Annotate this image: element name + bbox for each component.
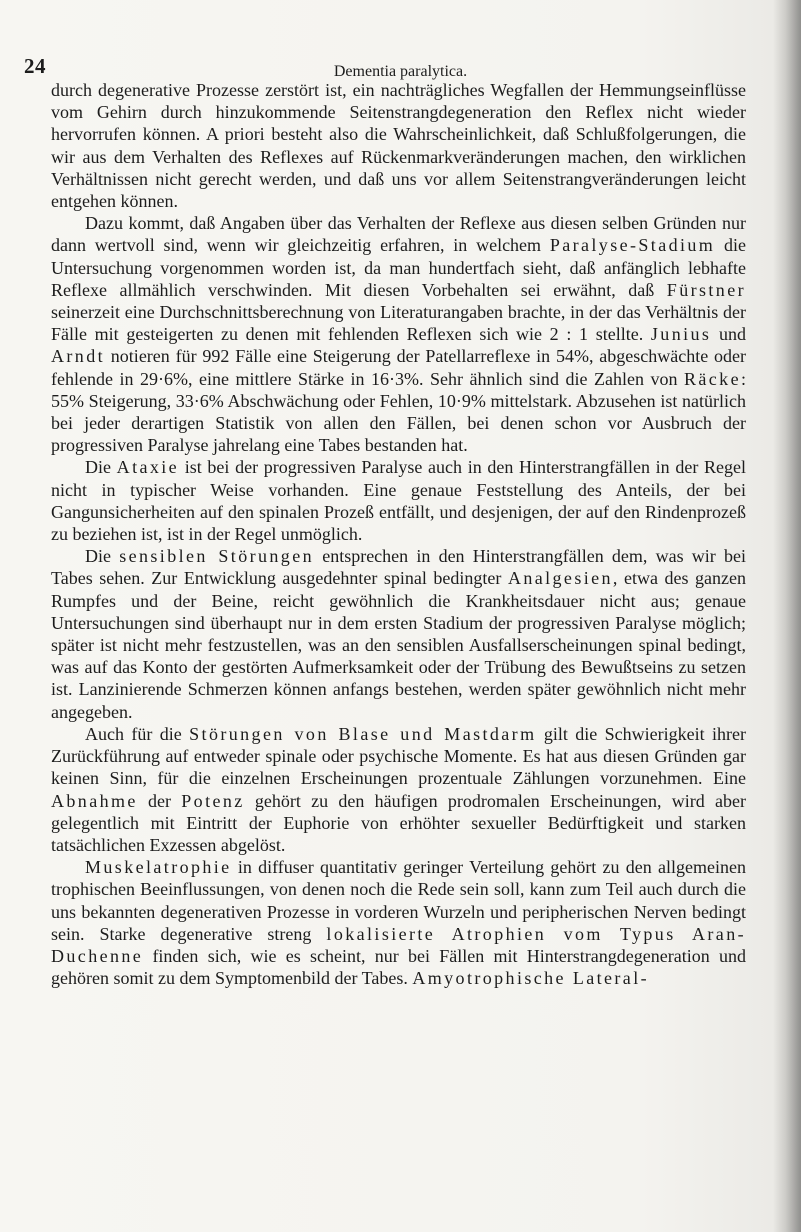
text-run: die Untersuchung vorgenommen worden ist, da man hundertfach sieht, daß anfänglich lebhafte Reflexe allmählich verschwinden. Mit diesen Vorbehalten sei erwähnt, daß [51,235,746,300]
paragraph [51,545,746,723]
text-run: durch degenerative Prozesse zerstört ist, ein nachträgliches Wegfallen der Hemmungseinflüsse vom Gehirn durch hinzukommende Seitenstrangdegeneration den Reflex nicht wieder hervorrufen können. A priori besteht also die Wahrscheinlichkeit, daß Schlußfolgerungen, die wir aus dem Verhalten des Reflexes auf Rückenmarkveränderungen machen, den wirklichen Verhältnissen nicht gerecht werden, und daß uns vor allem Seitenstrangveränderungen leicht entgehen können. [51,80,746,212]
spaced-emphasis: Analgesien [507,568,613,589]
running-head: Dementia paralytica. [333,63,468,80]
text-run: Dazu kommt, daß Angaben über das Verhalten der Reflexe aus diesen selben Gründen nur dann wertvoll sind, wenn wir gleichzeitig erfahren, in welchem [51,213,746,256]
spaced-emphasis: Ataxie [116,457,180,478]
text-run: entsprechen in den Hinterstrangfällen dem, was wir bei Tabes sehen. Zur Entwicklung ausgedehnter spinal bedingter [51,546,746,589]
spaced-emphasis: Paralyse-Stadium [549,235,716,256]
text-run: in diffuser quantitativ geringer Verteilung gehört zu den allgemeinen trophischen Beeinflussungen, von denen noch die Rede sein soll, kann zum Teil auch durch die uns bekannten degenerativen Prozesse in vorderen Wurzeln und peripherischen Nerven bedingt sein. Starke degenerative streng [51,857,746,944]
paragraph [51,856,746,989]
text-run: ist bei der progressiven Paralyse auch in den Hinterstrangfällen in der Regel nicht in typischer Weise vorhanden. Eine genaue Feststellung des Anteils, der bei Gangunsicherheiten auf den spinalen Prozeß entfällt, und desjenigen, der auf den Rindenprozeß zu beziehen ist, ist in der Regel unmöglich. [51,457,746,545]
text-run: seinerzeit eine Durchschnittsberechnung von Literaturangaben brachte, in der das Verhältnis der Fälle mit gesteigerten zu denen mit fehlenden Reflexen sich wie 2 : 1 stellte. [51,302,746,345]
spaced-emphasis: sensiblen Störungen [119,546,314,567]
paragraph [51,456,746,545]
text-run: Auch für die [85,723,190,744]
spaced-emphasis: Amyotrophische Lateral- [412,968,649,989]
text-run: finden sich, wie es scheint, nur bei Fällen mit Hinterstrangdegeneration und gehören somit zu dem Symptomenbild der Tabes. [51,945,746,989]
paragraph [51,723,746,856]
text-run: notieren für 992 Fälle eine Steigerung der Patellarreflexe in 54%, abgeschwächte oder fehlende in 29·6%, eine mittlere Stärke in 16·3%. Sehr ähnlich sind die Zahlen von [51,346,746,389]
text-run: gilt die Schwierigkeit ihrer Zurückführung auf entweder spinale oder psychische Momente. Es hat aus diesen Gründen gar keinen Sinn, für die einzelnen Erscheinungen prozentuale Zählungen vorzunehmen. Eine [51,723,746,789]
spaced-emphasis: Fürstner [666,279,746,300]
body-text [51,79,746,989]
paragraph [51,212,746,456]
spaced-emphasis: Räcke [684,368,741,389]
spaced-emphasis: Störungen von Blase und Mastdarm [189,723,537,744]
text-run: der [137,790,182,811]
text-run: Die [85,546,120,567]
text-run: und [711,324,747,345]
spaced-emphasis: Abnahme [51,790,138,811]
spaced-emphasis: Potenz [181,790,245,811]
text-run: gehört zu den häufigen prodromalen Erscheinungen, wird aber gelegentlich mit Eintritt der Euphorie von erhöhter sexueller Bedürftigkeit und starken tatsächlichen Exzessen abgelöst. [51,790,746,855]
spaced-emphasis: Junius [650,324,712,345]
spaced-emphasis: Muskelatrophie [85,857,232,878]
spaced-emphasis: lokalisierte Atrophien vom Typus Aran-Duchenne [51,923,746,966]
spaced-emphasis: Arndt [51,346,105,367]
text-run: Die [85,457,117,478]
paragraph [51,79,746,212]
text-run: : 55% Steigerung, 33·6% Abschwächung oder Fehlen, 10·9% mittelstark. Abzusehen ist natürlich bei jeder derartigen Statistik von allen den Fällen, bei denen schon vor Ausbruch der progressiven Paralyse jahrelang eine Tabes bestanden hat. [51,368,746,456]
page-number: 24 [24,54,46,78]
page-edge-shadow [773,0,801,1232]
text-run: , etwa des ganzen Rumpfes und der Beine, reicht gewöhnlich die Krankheitsdauer nicht aus; genaue Untersuchungen sind überhaupt nur in dem ersten Stadium der progressiven Paralyse möglich; später ist nicht mehr festzustellen, was an den sensiblen Ausfallserscheinungen spinal bedingt, was auf das Konto der gestörten Aufmerksamkeit oder der Trübung des Bewußtseins zu setzen ist. Lanzinierende Schmerzen können anfangs bestehen, werden später gewöhnlich nicht mehr angegeben. [51,568,746,722]
